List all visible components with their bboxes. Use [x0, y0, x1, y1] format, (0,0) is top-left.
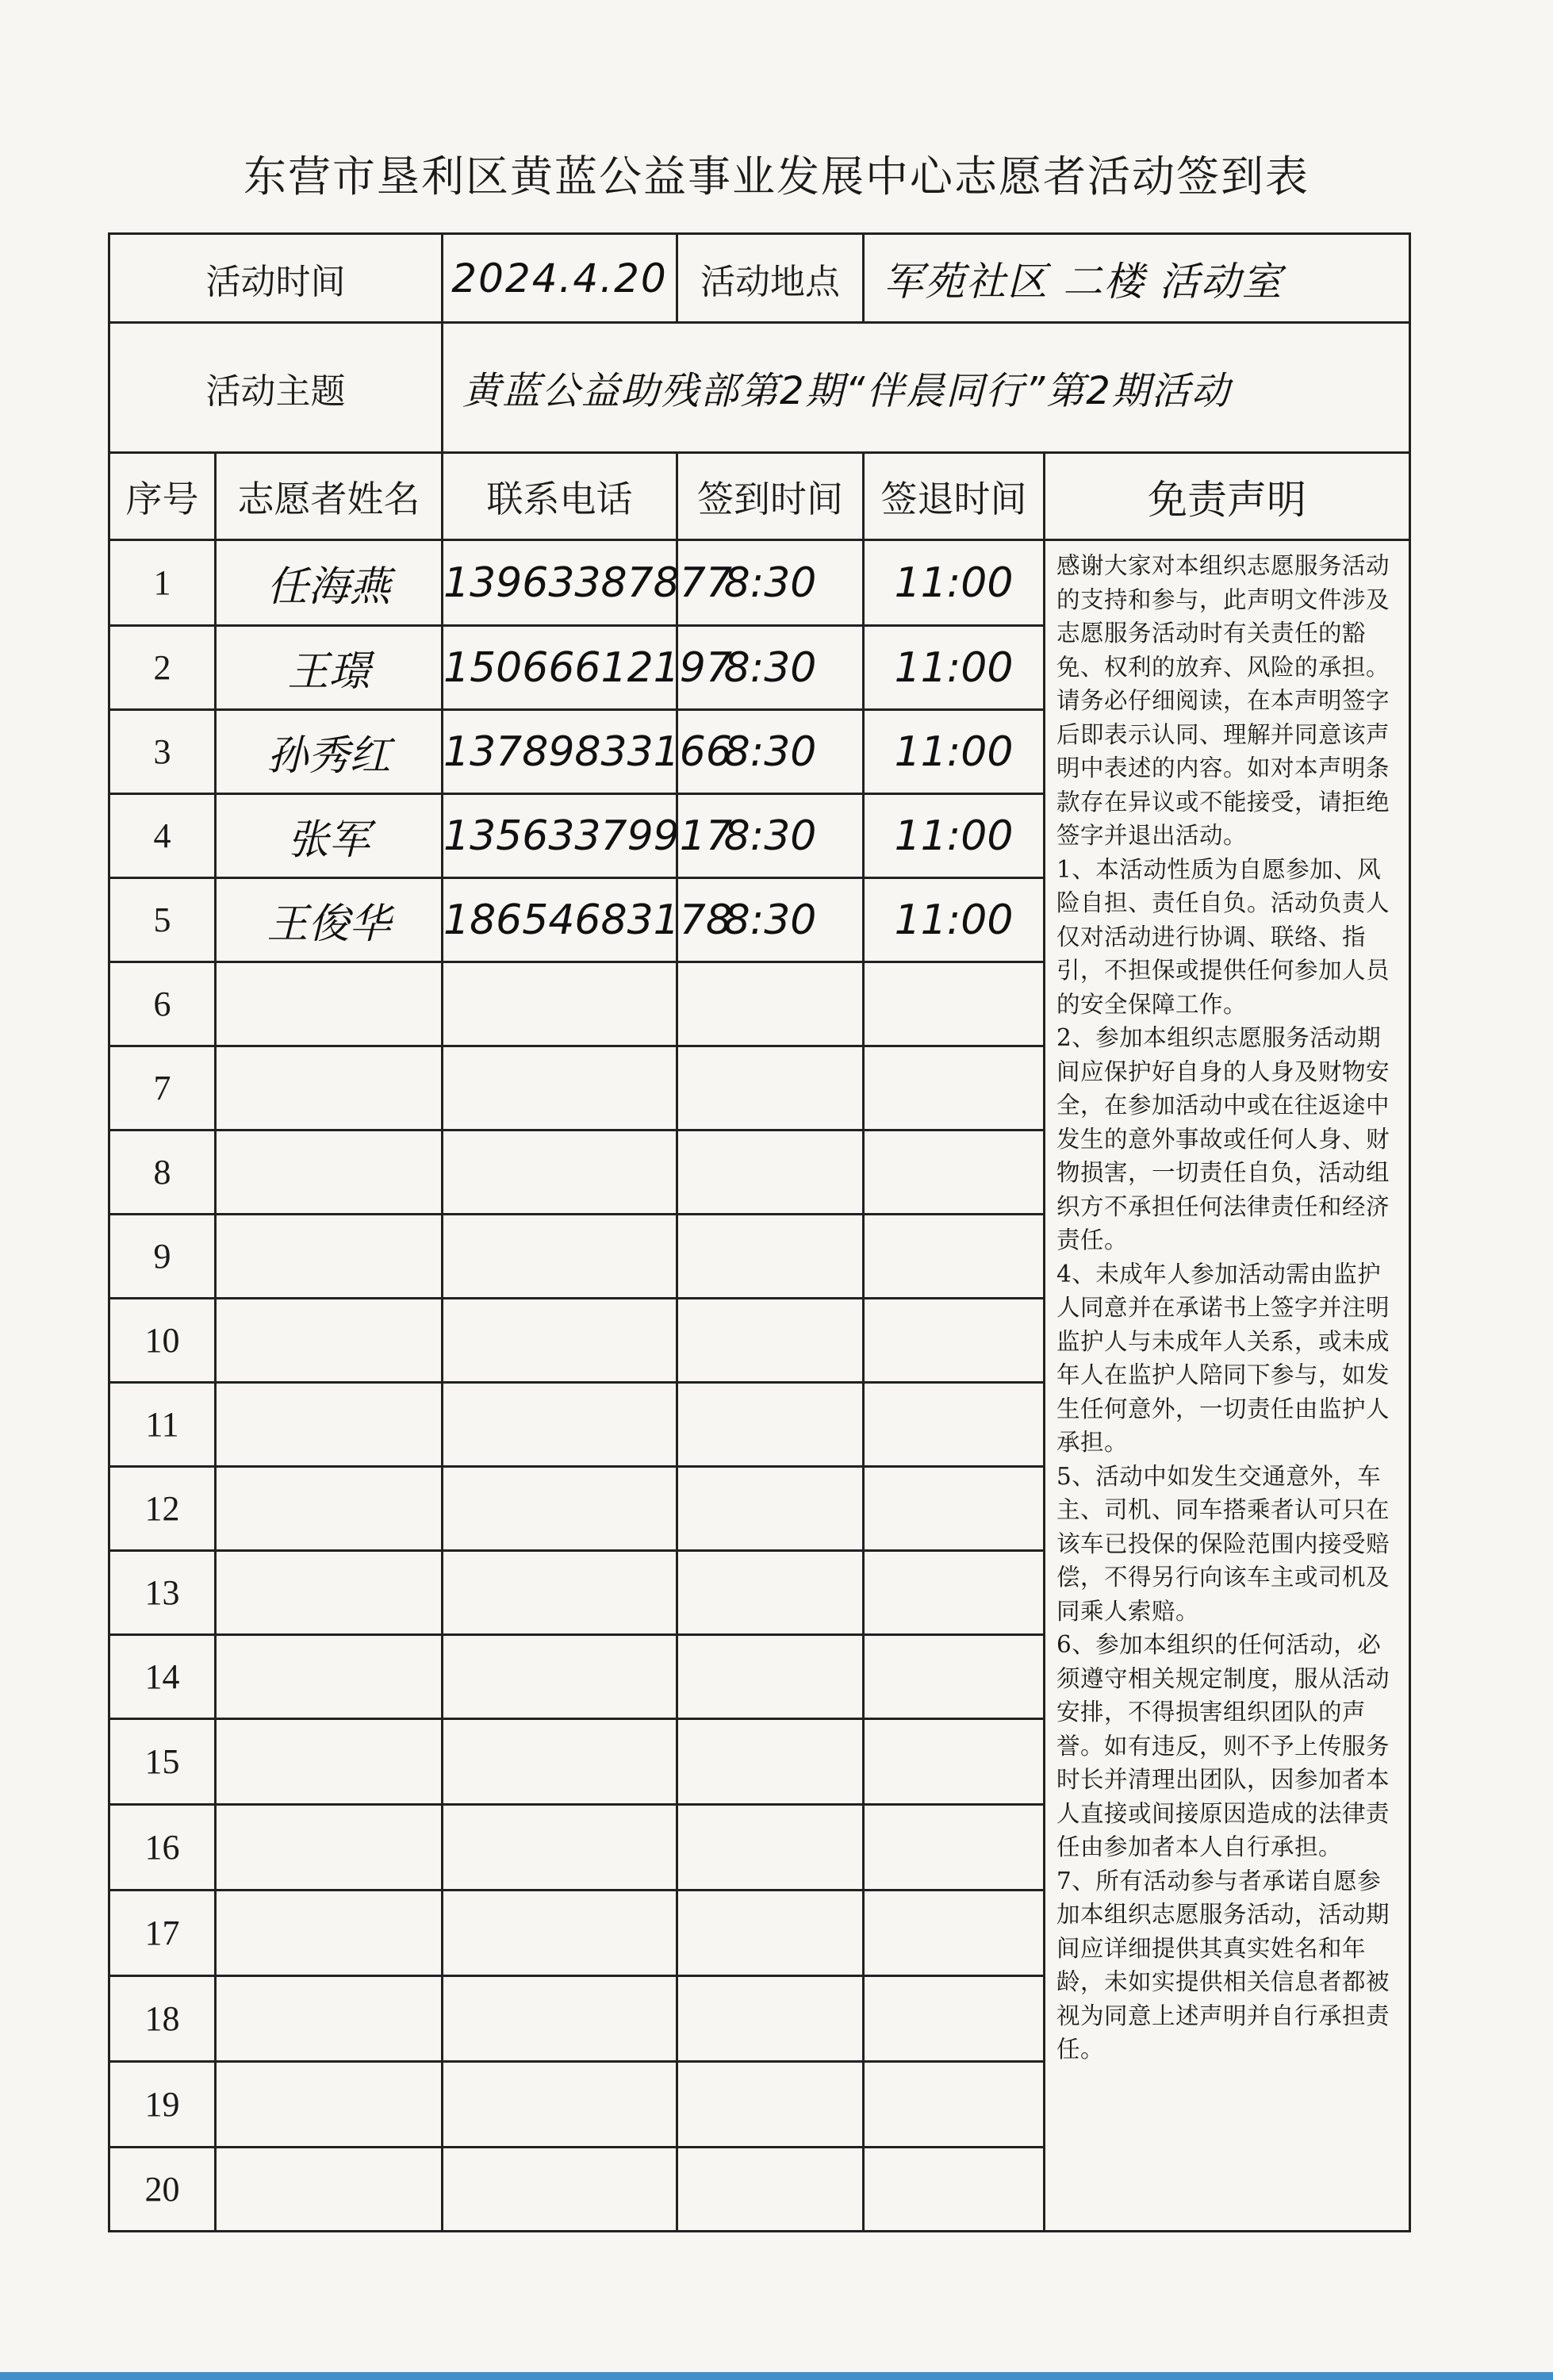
- phone-cell: [443, 1635, 677, 1719]
- table-row: [109, 540, 1410, 626]
- signin-time-cell: [677, 1383, 864, 1467]
- signin-time-cell: [677, 1891, 864, 1976]
- signin-time-cell: 8:30: [677, 794, 864, 878]
- phone-cell: 18654683178: [443, 878, 677, 962]
- activity-time-value: 2024.4.20: [443, 234, 677, 323]
- row-number: 11: [109, 1383, 216, 1467]
- signin-time-cell: [677, 1299, 864, 1383]
- volunteer-name-cell: [216, 962, 443, 1046]
- signout-time-cell: [864, 1046, 1045, 1130]
- row-number: 20: [109, 2148, 216, 2232]
- volunteer-name-cell: [216, 1215, 443, 1299]
- phone-cell: 15066612197: [443, 626, 677, 710]
- volunteer-name-cell: [216, 1635, 443, 1719]
- signout-time-cell: [864, 2062, 1045, 2148]
- phone-cell: [443, 2148, 677, 2232]
- volunteer-name-cell: [216, 1046, 443, 1130]
- signin-time-cell: 8:30: [677, 878, 864, 962]
- signout-time-cell: 11:00: [864, 540, 1045, 626]
- row-number: 12: [109, 1467, 216, 1551]
- volunteer-name-cell: 孙秀红: [216, 710, 443, 794]
- phone-cell: 13963387877: [443, 540, 677, 626]
- disclaimer-paragraph: 6、参加本组织的任何活动，必须遵守相关规定制度，服从活动安排，不得损害组织团队的声誉。如有违反，则不予上传服务时长并清理出团队，因参加者本人直接或间接原因造成的法律责任由参加者本人自行承担。: [1056, 1631, 1390, 1860]
- disclaimer-paragraph: 5、活动中如发生交通意外，车主、司机、同车搭乘者认可只在该车已投保的保险范围内接受赔偿，不得另行向该车主或司机及同乘人索赔。: [1056, 1462, 1390, 1625]
- volunteer-name-cell: [216, 2148, 443, 2232]
- disclaimer-paragraph: 1、本活动性质为自愿参加、风险自担、责任自负。活动负责人仅对活动进行协调、联络、指引，不担保或提供任何参加人员的安全保障工作。: [1056, 855, 1390, 1018]
- row-number: 4: [109, 794, 216, 878]
- signout-time-cell: 11:00: [864, 794, 1045, 878]
- volunteer-name-cell: [216, 1299, 443, 1383]
- activity-place-label: 活动地点: [677, 234, 864, 323]
- signin-time-cell: [677, 2062, 864, 2148]
- signout-time-cell: [864, 1891, 1045, 1976]
- volunteer-name-cell: [216, 2062, 443, 2148]
- row-number: 8: [109, 1130, 216, 1215]
- sheet-title: 东营市垦利区黄蓝公益事业发展中心志愿者活动签到表: [243, 152, 1310, 202]
- sign-in-table: [108, 232, 1411, 2232]
- phone-cell: [443, 962, 677, 1046]
- signin-time-cell: [677, 1130, 864, 1215]
- volunteer-name-cell: 张军: [216, 794, 443, 878]
- activity-time-label: 活动时间: [109, 234, 443, 323]
- row-number: 19: [109, 2062, 216, 2148]
- disclaimer-paragraph: 2、参加本组织志愿服务活动期间应保护好自身的人身及财物安全，在参加活动中或在往返途中发生的意外事故或任何人身、财物损害，一切责任自负，活动组织方不承担任何法律责任和经济责任。: [1056, 1024, 1390, 1253]
- row-number: 17: [109, 1891, 216, 1976]
- col-header-no: 序号: [109, 453, 216, 540]
- volunteer-name-cell: 任海燕: [216, 540, 443, 626]
- signout-time-cell: 11:00: [864, 878, 1045, 962]
- disclaimer-paragraph: 7、所有活动参与者承诺自愿参加本组织志愿服务活动，活动期间应详细提供其真实姓名和年龄，未如实提供相关信息者都被视为同意上述声明并自行承担责任。: [1056, 1867, 1390, 2063]
- signout-time-cell: [864, 2148, 1045, 2232]
- phone-cell: [443, 1976, 677, 2062]
- volunteer-name-cell: [216, 1383, 443, 1467]
- signout-time-cell: [864, 1805, 1045, 1891]
- signin-time-cell: [677, 1467, 864, 1551]
- col-header-phone: 联系电话: [443, 453, 677, 540]
- row-number: 10: [109, 1299, 216, 1383]
- phone-cell: [443, 1299, 677, 1383]
- signout-time-cell: [864, 1976, 1045, 2062]
- signout-time-cell: [864, 1467, 1045, 1551]
- disclaimer-paragraph: 4、未成年人参加活动需由监护人同意并在承诺书上签字并注明监护人与未成年人关系，或未成年人在监护人陪同下参与，如发生任何意外，一切责任由监护人承担。: [1056, 1260, 1390, 1456]
- volunteer-name-cell: 王璟: [216, 626, 443, 710]
- phone-cell: [443, 1719, 677, 1805]
- signout-time-cell: [864, 1719, 1045, 1805]
- row-number: 16: [109, 1805, 216, 1891]
- column-header-row: [109, 453, 1410, 540]
- signin-time-cell: 8:30: [677, 710, 864, 794]
- disclaimer-paragraph: 感谢大家对本组织志愿服务活动的支持和参与，此声明文件涉及志愿服务活动时有关责任的豁免、权利的放弃、风险的承担。请务必仔细阅读，在本声明签字后即表示认同、理解并同意该声明中表述的内容。如对本声明条款存在异议或不能接受，请拒绝签字并退出活动。: [1056, 552, 1390, 849]
- col-header-signin: 签到时间: [677, 453, 864, 540]
- volunteer-name-cell: [216, 1467, 443, 1551]
- signout-time-cell: 11:00: [864, 710, 1045, 794]
- phone-cell: [443, 1891, 677, 1976]
- signin-time-cell: [677, 1635, 864, 1719]
- volunteer-name-cell: [216, 1891, 443, 1976]
- volunteer-name-cell: [216, 1805, 443, 1891]
- signout-time-cell: [864, 1635, 1045, 1719]
- col-header-name: 志愿者姓名: [216, 453, 443, 540]
- signin-time-cell: [677, 1046, 864, 1130]
- signin-time-cell: [677, 962, 864, 1046]
- activity-place-value: 军苑社区 二楼 活动室: [864, 234, 1410, 323]
- row-number: 2: [109, 626, 216, 710]
- signout-time-cell: 11:00: [864, 626, 1045, 710]
- volunteer-name-cell: [216, 1551, 443, 1635]
- col-header-signout: 签退时间: [864, 453, 1045, 540]
- phone-cell: 13563379917: [443, 794, 677, 878]
- phone-cell: [443, 1551, 677, 1635]
- signin-time-cell: 8:30: [677, 626, 864, 710]
- row-number: 6: [109, 962, 216, 1046]
- phone-cell: [443, 1130, 677, 1215]
- row-number: 13: [109, 1551, 216, 1635]
- signin-time-cell: 8:30: [677, 540, 864, 626]
- row-number: 9: [109, 1215, 216, 1299]
- signin-time-cell: [677, 2148, 864, 2232]
- scan-edge-bar: [0, 2372, 1553, 2380]
- signin-time-cell: [677, 1215, 864, 1299]
- volunteer-name-cell: [216, 1130, 443, 1215]
- phone-cell: [443, 1467, 677, 1551]
- row-number: 7: [109, 1046, 216, 1130]
- phone-cell: [443, 2062, 677, 2148]
- row-number: 14: [109, 1635, 216, 1719]
- signin-time-cell: [677, 1976, 864, 2062]
- col-header-disclaimer: 免责声明: [1045, 453, 1410, 540]
- signout-time-cell: [864, 1215, 1045, 1299]
- activity-theme-value: 黄蓝公益助残部第2期“伴晨同行”第2期活动: [443, 323, 1410, 453]
- signout-time-cell: [864, 962, 1045, 1046]
- row-number: 18: [109, 1976, 216, 2062]
- phone-cell: [443, 1383, 677, 1467]
- info-row-time-place: [109, 234, 1410, 323]
- row-number: 1: [109, 540, 216, 626]
- activity-theme-label: 活动主题: [109, 323, 443, 453]
- signout-time-cell: [864, 1130, 1045, 1215]
- signout-time-cell: [864, 1299, 1045, 1383]
- volunteer-name-cell: [216, 1976, 443, 2062]
- phone-cell: [443, 1805, 677, 1891]
- phone-cell: [443, 1046, 677, 1130]
- row-number: 5: [109, 878, 216, 962]
- phone-cell: [443, 1215, 677, 1299]
- disclaimer-text: [1045, 540, 1410, 2232]
- row-number: 15: [109, 1719, 216, 1805]
- row-number: 3: [109, 710, 216, 794]
- volunteer-name-cell: 王俊华: [216, 878, 443, 962]
- phone-cell: 13789833166: [443, 710, 677, 794]
- volunteer-name-cell: [216, 1719, 443, 1805]
- signin-time-cell: [677, 1551, 864, 1635]
- signout-time-cell: [864, 1383, 1045, 1467]
- info-row-theme: [109, 323, 1410, 453]
- signin-time-cell: [677, 1805, 864, 1891]
- signin-time-cell: [677, 1719, 864, 1805]
- signout-time-cell: [864, 1551, 1045, 1635]
